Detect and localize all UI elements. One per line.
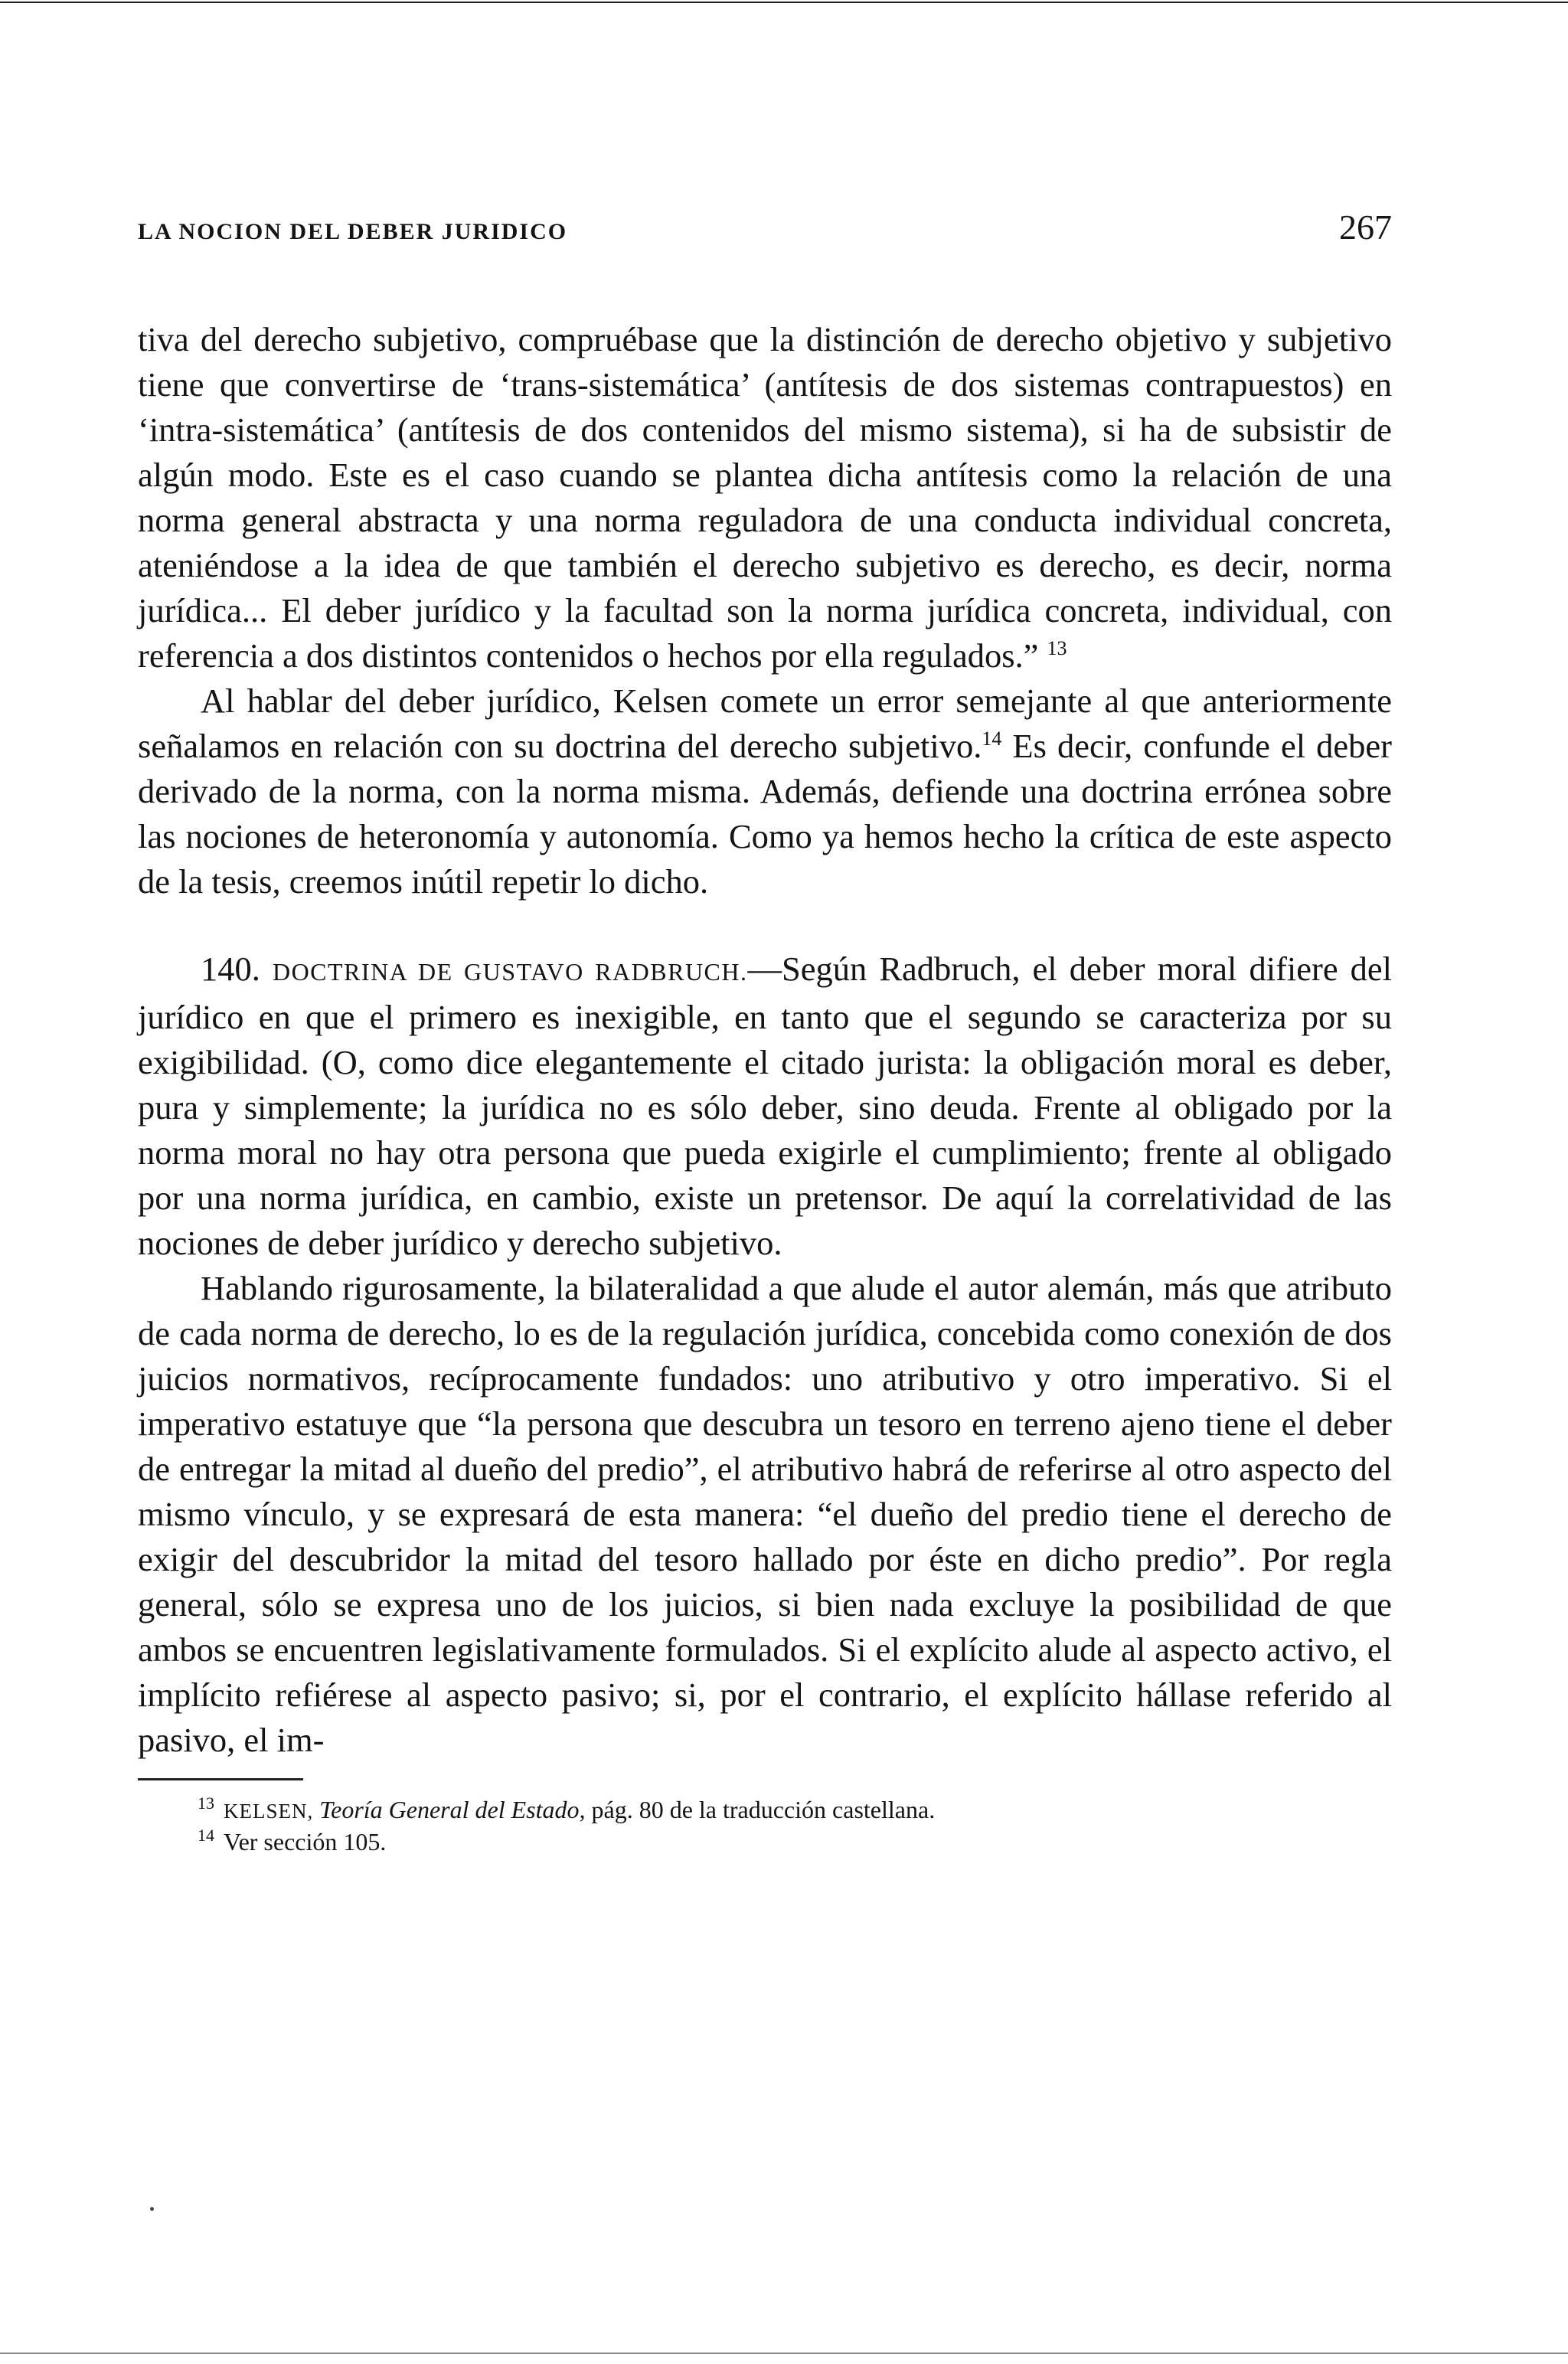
page-number: 267 <box>1339 208 1392 247</box>
footnote-author: KELSEN, <box>224 1800 314 1823</box>
main-text <box>138 317 1392 1763</box>
paragraph-text: tiva del derecho subjetivo, compruébase que la distinción de derecho objetivo y subjetivo tiene que convertirse de ‘trans-sistemática’ (antítesis de dos sistemas contrapuestos) en ‘intra-sistemática’ (antítesis de dos contenidos del mismo sistema), si ha de subsistir de algún modo. Este es el caso cuando se plantea dicha antítesis como la relación de una norma general abstracta y una norma reguladora de una conducta individual concreta, ateniéndose a la idea de que también el derecho subjetivo es derecho, es decir, norma jurídica... El deber jurídico y la facultad son la norma jurídica concreta, individual, con referencia a dos distintos contenidos o hechos por ella regulados.” <box>138 320 1392 675</box>
running-head: LA NOCION DEL DEBER JURIDICO <box>138 219 568 244</box>
footnote-text: pág. 80 de la traducción castellana. <box>585 1796 936 1823</box>
scan-speck <box>150 2207 154 2211</box>
section-number: 140. <box>201 950 260 988</box>
paragraph-continuation <box>138 317 1392 678</box>
footnote-14 <box>138 1826 1392 1857</box>
footnote-ref-13: 13 <box>1047 637 1067 660</box>
footnote-ref-14: 14 <box>982 728 1002 750</box>
bottom-edge-rule <box>0 2353 1568 2354</box>
paragraph-text: —Según Radbruch, el deber moral difiere del jurídico en que el primero es inexigible, en tanto que el segundo se caracteriza por su exigibilidad. (O, como dice elegantemente el citado jurista: la obligación moral es deber, pura y simplemente; la jurídica no es sólo deber, sino deuda. Frente al obligado por la norma moral no hay otra persona que pueda exigirle el cumplimiento; frente al obligado por una norma jurídica, en cambio, existe un pretensor. De aquí la correlatividad de las nociones de deber jurídico y derecho subjetivo. <box>138 950 1393 1262</box>
paragraph-text: Hablando rigurosamente, la bilateralidad a que alude el autor alemán, más que atributo de cada norma de derecho, lo es de la regulación jurídica, concebida como conexión de dos juicios normativos, recíprocamente fundados: uno atributivo y otro imperativo. Si el imperativo estatuye que “la persona que descubra un tesoro en terreno ajeno tiene el deber de entregar la mitad al dueño del predio”, el atributivo habrá de referirse al otro aspecto del mismo vínculo, y se expresará de esta manera: “el dueño del predio tiene el derecho de exigir del descubridor la mitad del tesoro hallado por éste en dicho predio”. Por regla general, sólo se expresa uno de los juicios, si bien nada excluye la posibilidad de que ambos se encuentren legislativamente formulados. Si el explícito alude al aspecto activo, el implícito refiérese al aspecto pasivo; si, por el contrario, el explícito hállase referido al pasivo, el im- <box>138 1269 1392 1759</box>
footnote-divider <box>138 1778 303 1780</box>
paragraph-text: Al hablar del deber jurídico, Kelsen comete un error semejante al que anteriormente señalamos en relación con su doctrina del derecho subjetivo. <box>138 682 1392 765</box>
top-edge-rule <box>0 2 1568 3</box>
footnote-13 <box>138 1794 1392 1826</box>
page-header <box>138 207 1392 253</box>
paragraph-bilateralidad <box>138 1266 1392 1763</box>
section-140 <box>138 947 1392 1266</box>
section-heading: DOCTRINA DE GUSTAVO RADBRUCH. <box>272 958 748 986</box>
footnote-title: Teoría General del Estado, <box>319 1796 586 1823</box>
paragraph-text: Es decir, confunde el deber derivado de la norma, con la norma misma. Además, defiende una doctrina errónea sobre las nociones de heteronomía y autonomía. Como ya hemos hecho la crítica de este aspecto de la tesis, creemos inútil repetir lo dicho. <box>138 727 1392 901</box>
footnotes <box>138 1794 1392 1857</box>
footnote-text: Ver sección 105. <box>224 1828 387 1856</box>
footnote-marker: 13 <box>198 1793 214 1813</box>
paragraph-kelsen-error <box>138 678 1392 904</box>
footnote-marker: 14 <box>198 1826 214 1846</box>
book-page <box>138 207 1392 1857</box>
